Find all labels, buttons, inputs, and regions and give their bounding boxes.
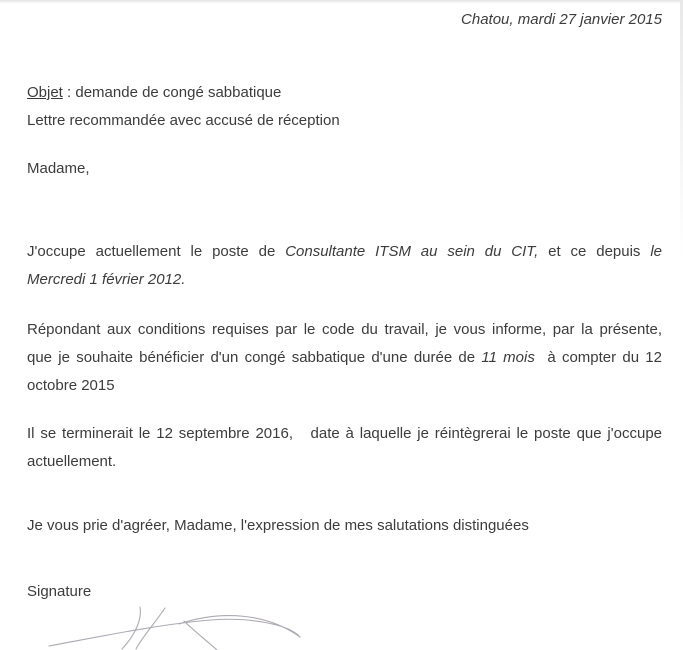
text-segment: octobre 2015: [27, 377, 115, 394]
closing-formula: Je vous prie d'agréer, Madame, l'expression de mes salutations distinguées: [27, 517, 529, 534]
letter-line: [27, 238, 662, 266]
letter-line: [27, 372, 662, 400]
subject-label: Objet: [27, 84, 63, 101]
signature-stroke-upper-arc: [179, 616, 300, 637]
registered-mail-line: Lettre recommandée avec accusé de réception: [27, 112, 340, 129]
letter-line: [27, 344, 662, 372]
signature-label: Signature: [27, 583, 92, 600]
date-line: Chatou, mardi 27 janvier 2015: [461, 11, 662, 28]
text-segment: actuellement.: [27, 453, 117, 470]
subject-line: [27, 79, 662, 107]
paragraph-return-date: [27, 420, 662, 476]
italic-segment: 11 mois: [481, 349, 535, 366]
letter-line: [27, 448, 662, 476]
text-segment: et ce depuis: [538, 243, 651, 260]
signature-drawing: [43, 604, 308, 650]
paragraph-current-position: [27, 238, 662, 294]
letter-line: [27, 420, 662, 448]
text-segment: que je souhaite bénéficier d'un congé sabbatique d'une durée de: [27, 349, 482, 366]
paragraphs: [27, 238, 662, 476]
subject-text: : demande de congé sabbatique: [62, 84, 282, 101]
text-segment: Il se terminerait le 12 septembre 2016, date à laquelle je réintègrerai le poste que j'occupe: [27, 425, 662, 442]
salutation: Madame,: [27, 160, 90, 177]
paragraph-sabbatical-request: [27, 316, 662, 400]
letter-line: [27, 266, 662, 294]
window-top-edge: [0, 0, 683, 3]
text-segment: J'occupe actuellement le poste de: [27, 243, 286, 260]
letter-line: [27, 316, 662, 344]
italic-segment: Consultante ITSM au sein du CIT,: [285, 243, 539, 260]
signature-stroke-sweep: [49, 619, 300, 646]
italic-segment: Mercredi 1 février 2012.: [27, 271, 186, 288]
text-segment: à compter du 12: [534, 349, 662, 366]
text-segment: Répondant aux conditions requises par le code du travail, je vous informe, par la présente,: [27, 321, 662, 338]
signature-stroke-vertical-1: [122, 607, 140, 649]
italic-segment: le: [650, 243, 662, 260]
signature-stroke-diagonal: [184, 621, 217, 650]
